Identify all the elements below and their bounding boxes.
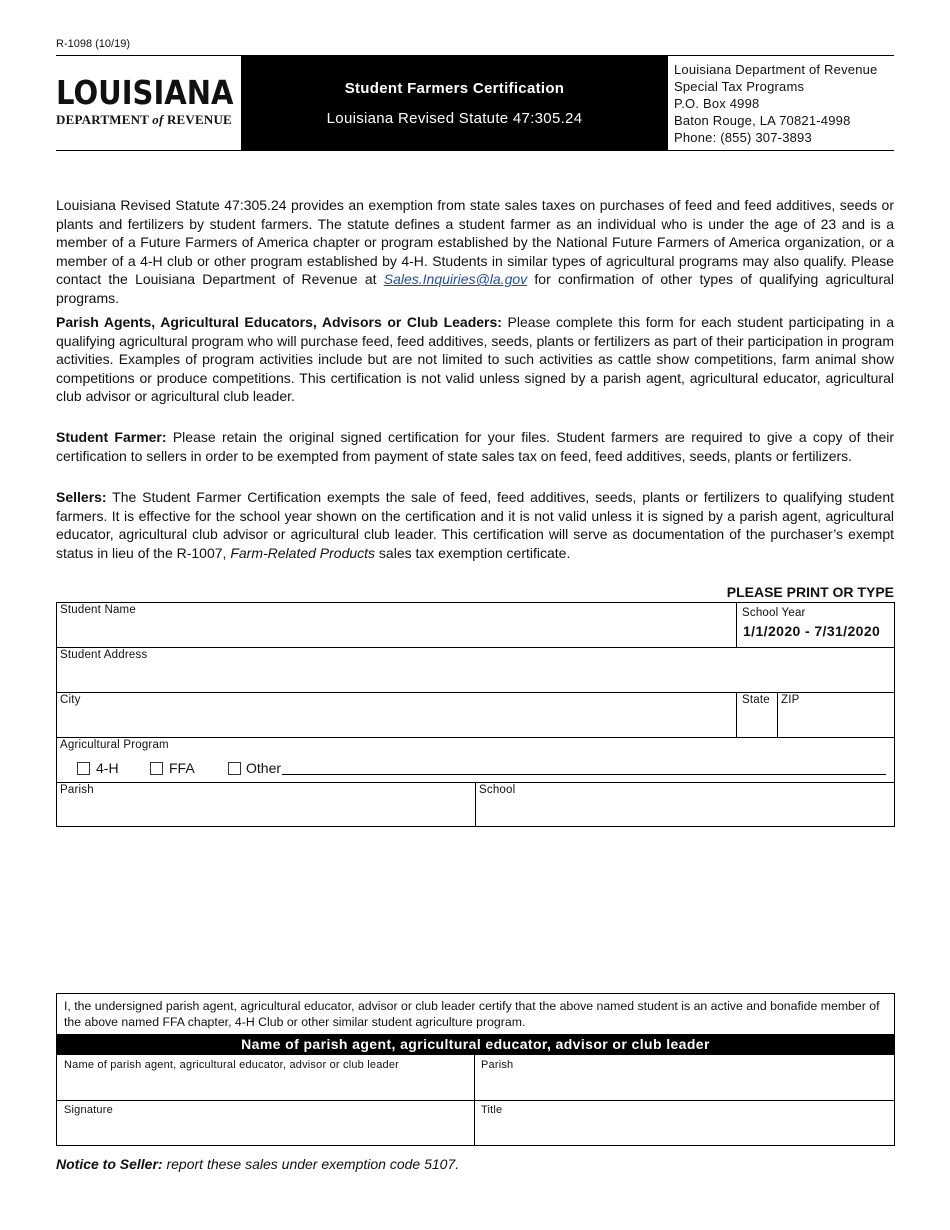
agricultural-program-label: Agricultural Program <box>60 739 169 751</box>
option-other-label: Other <box>246 760 282 776</box>
agents-paragraph: Parish Agents, Agricultural Educators, Advisors or Club Leaders: Please complete this form for each student participating in a qualifying agricultural program who will purchase feed, feed additives, seeds, plants or fertilizers as part of their participation in program activities. Examples of program activities include but are not limited to such activities as cattle show competitions, farm animal show competitions or produce competitions. This certification is not valid unless signed by a parish agent, agricultural educator, agricultural club advisor or agricultural club leader. <box>56 314 894 405</box>
parish-field[interactable] <box>56 782 476 827</box>
parish-label: Parish <box>60 784 94 796</box>
logo-main-text: LOUISIANA <box>56 73 234 112</box>
sellers-paragraph: Sellers: The Student Farmer Certification exempts the sale of feed, feed additives, seeds, plants or fertilizers to qualifying student farmers. It is effective for the school year shown on the certification and it is not valid unless it is signed by a parish agent, agricultural educator, agricultural club advisor or agricultural club leader. This certification will serve as documentation of the purchaser’s exempt status in lieu of the R-1007, Farm-Related Products sales tax exemption certificate. <box>56 489 894 561</box>
print-note: PLEASE PRINT OR TYPE <box>726 584 894 600</box>
notice-to-seller: Notice to Seller: report these sales under exemption code 5107. <box>56 1156 460 1172</box>
zip-field[interactable] <box>777 692 895 738</box>
title-label: Title <box>481 1104 503 1116</box>
agent-name-label: Name of parish agent, agricultural educator, advisor or club leader <box>64 1059 400 1071</box>
certification-band: Name of parish agent, agricultural educator, advisor or club leader <box>57 1034 894 1055</box>
title-field[interactable] <box>474 1100 894 1145</box>
form-title: Student Farmers Certification <box>344 80 565 97</box>
state-label: State <box>742 694 770 706</box>
student-farmer-paragraph: Student Farmer: Please retain the original signed certification for your files. Student farmers are required to give a copy of their certification to sellers in order to be exempted from payment of state sales tax on feed, feed additives, seeds, plants or fertilizers. <box>56 429 895 464</box>
checkbox-4h[interactable] <box>77 762 90 775</box>
agricultural-program-field <box>56 737 895 783</box>
email-link[interactable]: Sales.Inquiries@la.gov <box>383 271 528 288</box>
checkbox-ffa[interactable] <box>150 762 163 775</box>
city-field[interactable] <box>56 692 737 738</box>
intro-paragraph: Louisiana Revised Statute 47:305.24 provides an exemption from state sales taxes on purchases of feed and feed additives, seeds or plants and fertilizers by student farmers. The statute defines a student farmer as an individual who is under the age of 23 and is a member of a Future Farmers of America chapter or program established by the National Future Farmers of America organization, or a member of a 4-H club or other program established by 4-H. Students in similar types of agricultural programs may also qualify. Please contact the Louisiana Department of Revenue at Sales.Inquiries@la.gov for confirmation of other types of qualifying agricultural programs. <box>56 197 895 306</box>
form-subtitle: Louisiana Revised Statute 47:305.24 <box>326 110 583 127</box>
city-label: City <box>60 694 81 706</box>
zip-label: ZIP <box>781 694 800 706</box>
header <box>56 55 894 151</box>
student-name-label: Student Name <box>60 604 136 616</box>
certification-box <box>56 993 895 1146</box>
school-year-field <box>736 602 895 648</box>
certification-statement: I, the undersigned parish agent, agricultural educator, advisor or club leader certify that the above named student is an active and bonafide member of the above named FFA chapter, 4-H Club or other similar student agriculture program. <box>64 999 880 1029</box>
form-id: R-1098 (10/19) <box>56 38 130 50</box>
logo-sub-text: DEPARTMENT of REVENUE <box>56 112 232 127</box>
ldr-logo <box>56 56 241 150</box>
checkbox-other[interactable] <box>228 762 241 775</box>
school-year-value: 1/1/2020 - 7/31/2020 <box>743 623 881 639</box>
agent-parish-label: Parish <box>481 1059 514 1071</box>
title-band <box>241 56 668 150</box>
state-field[interactable] <box>736 692 778 738</box>
student-address-label: Student Address <box>60 649 148 661</box>
school-label: School <box>479 784 516 796</box>
agent-name-field[interactable] <box>57 1055 475 1101</box>
option-4h-label: 4-H <box>96 760 119 776</box>
signature-label: Signature <box>64 1104 113 1116</box>
other-specify-line[interactable] <box>282 774 886 775</box>
student-address-field[interactable] <box>56 647 895 693</box>
department-address: Louisiana Department of Revenue Special Tax Programs P.O. Box 4998 Baton Rouge, LA 70821-4998 Phone: (855) 307-3893 <box>674 62 878 145</box>
signature-field[interactable] <box>57 1100 475 1145</box>
agent-parish-field[interactable] <box>474 1055 894 1101</box>
student-name-field[interactable] <box>56 602 737 648</box>
school-field[interactable] <box>475 782 895 827</box>
option-ffa-label: FFA <box>169 760 195 776</box>
school-year-label: School Year <box>742 607 806 619</box>
